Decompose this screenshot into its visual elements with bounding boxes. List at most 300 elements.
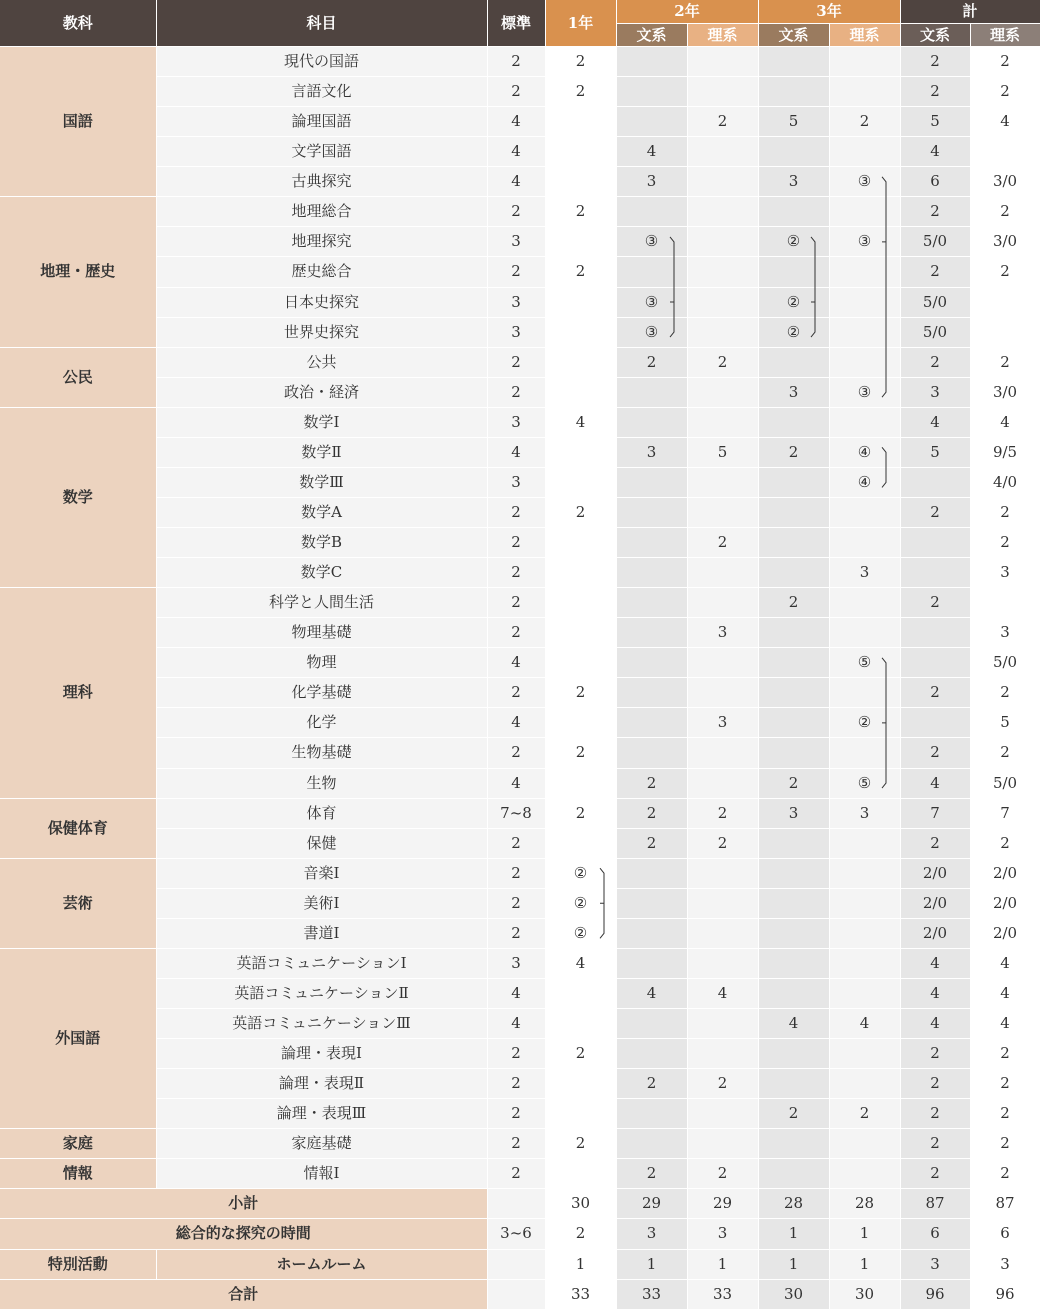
table-row <box>0 107 1040 137</box>
credit-cell <box>545 1069 616 1099</box>
credit-cell: 4 <box>487 437 545 467</box>
credit-cell <box>758 558 829 588</box>
credit-cell: 4 <box>487 978 545 1008</box>
summary-value-cell: 3~6 <box>487 1219 545 1249</box>
credit-cell: 2 <box>900 257 970 287</box>
table-row <box>0 828 1040 858</box>
credit-cell: 2/0 <box>900 918 970 948</box>
subject-cell: 生物基礎 <box>156 738 487 768</box>
subject-cell: 生物 <box>156 768 487 798</box>
subject-cell: 情報Ⅰ <box>156 1159 487 1189</box>
credit-cell: 2/0 <box>970 858 1040 888</box>
credit-cell <box>616 648 687 678</box>
credit-cell: 2 <box>970 738 1040 768</box>
table-row <box>0 1039 1040 1069</box>
credit-cell <box>758 497 829 527</box>
summary-value-cell <box>487 1279 545 1309</box>
credit-cell <box>829 918 900 948</box>
credit-cell <box>687 47 758 77</box>
credit-cell: 3 <box>970 618 1040 648</box>
credit-cell <box>616 407 687 437</box>
credit-cell <box>829 197 900 227</box>
credit-cell <box>545 227 616 257</box>
credit-cell: ② <box>758 227 829 257</box>
credit-cell <box>900 528 970 558</box>
credit-cell: 2 <box>616 1159 687 1189</box>
credit-cell: 2/0 <box>900 888 970 918</box>
summary-value-cell: 1 <box>829 1249 900 1279</box>
subject-cell: 数学Ⅲ <box>156 467 487 497</box>
header-year2-bunkei: 文系 <box>616 24 687 47</box>
category-cell: 情報 <box>0 1159 156 1189</box>
credit-cell <box>758 648 829 678</box>
credit-cell: 2 <box>829 107 900 137</box>
subject-cell: 化学基礎 <box>156 678 487 708</box>
credit-cell <box>829 618 900 648</box>
credit-cell <box>758 918 829 948</box>
credit-cell: ② <box>758 317 829 347</box>
credit-cell <box>829 1069 900 1099</box>
credit-cell <box>545 317 616 347</box>
summary-value-cell: 33 <box>687 1279 758 1309</box>
credit-cell: 3 <box>687 618 758 648</box>
credit-cell: 4 <box>900 948 970 978</box>
credit-cell <box>687 648 758 678</box>
credit-cell: 2 <box>900 678 970 708</box>
credit-cell: 2 <box>487 1129 545 1159</box>
credit-cell <box>616 47 687 77</box>
credit-cell <box>616 1009 687 1039</box>
credit-cell <box>545 828 616 858</box>
credit-cell <box>758 888 829 918</box>
credit-cell <box>829 528 900 558</box>
credit-cell <box>687 888 758 918</box>
credit-cell: ③ <box>829 227 900 257</box>
credit-cell <box>616 618 687 648</box>
subject-cell: 公共 <box>156 347 487 377</box>
credit-cell: 2 <box>616 828 687 858</box>
credit-cell <box>687 858 758 888</box>
credit-cell: ② <box>829 708 900 738</box>
credit-cell: 2 <box>487 1099 545 1129</box>
credit-cell <box>687 137 758 167</box>
credit-cell <box>687 738 758 768</box>
credit-cell: 3 <box>970 558 1040 588</box>
table-row <box>0 1099 1040 1129</box>
credit-cell <box>829 47 900 77</box>
table-row <box>0 978 1040 1008</box>
summary-value-cell: 87 <box>970 1189 1040 1219</box>
credit-cell <box>616 497 687 527</box>
credit-cell: 2 <box>487 738 545 768</box>
summary-value-cell: 28 <box>829 1189 900 1219</box>
summary-value-cell: 1 <box>687 1249 758 1279</box>
credit-cell <box>687 588 758 618</box>
credit-cell <box>545 558 616 588</box>
credit-cell: 5/0 <box>900 317 970 347</box>
summary-value-cell: 1 <box>829 1219 900 1249</box>
credit-cell: ② <box>545 858 616 888</box>
credit-cell: 4 <box>487 768 545 798</box>
credit-cell: 2 <box>616 768 687 798</box>
credit-cell: 4/0 <box>970 467 1040 497</box>
credit-cell: 2 <box>900 47 970 77</box>
credit-cell: ③ <box>616 227 687 257</box>
credit-cell: 4 <box>616 978 687 1008</box>
credit-cell <box>687 407 758 437</box>
credit-cell: 2 <box>487 497 545 527</box>
credit-cell <box>616 528 687 558</box>
credit-cell <box>687 167 758 197</box>
table-row <box>0 1009 1040 1039</box>
credit-cell <box>687 197 758 227</box>
credit-cell: 2 <box>545 47 616 77</box>
credit-cell: 3 <box>616 167 687 197</box>
credit-cell <box>758 948 829 978</box>
table-row <box>0 918 1040 948</box>
credit-cell: 2 <box>487 377 545 407</box>
subject-cell: 保健 <box>156 828 487 858</box>
header-year2: 2年 <box>616 0 758 24</box>
credit-cell <box>758 678 829 708</box>
subject-cell: 数学A <box>156 497 487 527</box>
table-row <box>0 77 1040 107</box>
header-standard: 標準 <box>487 0 545 47</box>
credit-cell <box>687 1129 758 1159</box>
subject-cell: 英語コミュニケーションⅢ <box>156 1009 487 1039</box>
subject-cell: 論理・表現Ⅰ <box>156 1039 487 1069</box>
credit-cell: 2 <box>487 197 545 227</box>
credit-cell: 2 <box>487 588 545 618</box>
credit-cell: 2 <box>545 257 616 287</box>
category-cell: 家庭 <box>0 1129 156 1159</box>
summary-value-cell: 87 <box>900 1189 970 1219</box>
summary-value-cell: 1 <box>545 1249 616 1279</box>
header-year3: 3年 <box>758 0 900 24</box>
table-row <box>0 948 1040 978</box>
credit-cell: 2 <box>687 347 758 377</box>
credit-cell: 4 <box>829 1009 900 1039</box>
credit-cell <box>687 678 758 708</box>
category-cell: 保健体育 <box>0 798 156 858</box>
subject-cell: 論理・表現Ⅲ <box>156 1099 487 1129</box>
table-row <box>0 888 1040 918</box>
credit-cell <box>545 1159 616 1189</box>
subject-cell: 物理 <box>156 648 487 678</box>
credit-cell: 4 <box>900 1009 970 1039</box>
credit-cell <box>545 768 616 798</box>
credit-cell <box>616 257 687 287</box>
category-cell: 理科 <box>0 588 156 798</box>
credit-cell: 3 <box>900 377 970 407</box>
credit-cell <box>829 257 900 287</box>
header-subject: 科目 <box>156 0 487 47</box>
credit-cell <box>616 918 687 948</box>
subject-cell: 数学Ⅰ <box>156 407 487 437</box>
credit-cell <box>545 467 616 497</box>
credit-cell: 5 <box>758 107 829 137</box>
subject-cell: 英語コミュニケーションⅡ <box>156 978 487 1008</box>
credit-cell <box>758 618 829 648</box>
credit-cell: ④ <box>829 467 900 497</box>
credit-cell: ③ <box>829 167 900 197</box>
credit-cell <box>687 77 758 107</box>
table-row <box>0 1069 1040 1099</box>
subject-cell: 英語コミュニケーションⅠ <box>156 948 487 978</box>
summary-value-cell: 3 <box>687 1219 758 1249</box>
credit-cell <box>616 738 687 768</box>
credit-cell <box>616 1039 687 1069</box>
credit-cell: 2 <box>487 888 545 918</box>
credit-cell <box>616 107 687 137</box>
credit-cell <box>616 558 687 588</box>
credit-cell <box>687 1039 758 1069</box>
credit-cell <box>545 978 616 1008</box>
credit-cell <box>687 257 758 287</box>
credit-cell: 3 <box>487 407 545 437</box>
credit-cell: 3 <box>758 377 829 407</box>
subject-cell: 世界史探究 <box>156 317 487 347</box>
credit-cell <box>616 708 687 738</box>
table-row <box>0 167 1040 197</box>
credit-cell <box>545 377 616 407</box>
credit-cell: 2 <box>900 828 970 858</box>
credit-cell: ⑤ <box>829 648 900 678</box>
summary-value-cell: 6 <box>900 1219 970 1249</box>
summary-value-cell: 30 <box>758 1279 829 1309</box>
table-row <box>0 648 1040 678</box>
credit-cell: 2 <box>687 828 758 858</box>
credit-cell: 2 <box>829 1099 900 1129</box>
credit-cell: 2 <box>487 47 545 77</box>
table-row <box>0 558 1040 588</box>
credit-cell <box>616 858 687 888</box>
table-row <box>0 287 1040 317</box>
category-cell: 芸術 <box>0 858 156 948</box>
summary-value-cell: 3 <box>616 1219 687 1249</box>
credit-cell: 3 <box>616 437 687 467</box>
summary-value-cell: 96 <box>970 1279 1040 1309</box>
credit-cell: 2 <box>970 77 1040 107</box>
credit-cell: 4 <box>545 948 616 978</box>
header-total-bunkei: 文系 <box>900 24 970 47</box>
credit-cell <box>758 738 829 768</box>
subject-cell: 数学B <box>156 528 487 558</box>
credit-cell <box>687 1099 758 1129</box>
credit-cell <box>545 708 616 738</box>
credit-cell: 4 <box>758 1009 829 1039</box>
table-row <box>0 197 1040 227</box>
summary-group-cell: 特別活動 <box>0 1249 156 1279</box>
credit-cell: 2 <box>758 1099 829 1129</box>
subject-cell: 歴史総合 <box>156 257 487 287</box>
credit-cell: 2 <box>687 1069 758 1099</box>
subject-cell: 地理探究 <box>156 227 487 257</box>
summary-value-cell: 1 <box>758 1249 829 1279</box>
credit-cell: 4 <box>687 978 758 1008</box>
credit-cell <box>545 588 616 618</box>
credit-cell <box>758 137 829 167</box>
summary-row-special <box>0 1249 1040 1279</box>
summary-value-cell: 30 <box>545 1189 616 1219</box>
credit-cell: 2 <box>900 197 970 227</box>
credit-cell: 2 <box>545 798 616 828</box>
credit-cell <box>829 888 900 918</box>
credit-cell <box>829 317 900 347</box>
credit-cell <box>829 1129 900 1159</box>
credit-cell <box>758 858 829 888</box>
summary-row-total <box>0 1279 1040 1309</box>
credit-cell: 2 <box>487 528 545 558</box>
credit-cell: 4 <box>900 978 970 1008</box>
credit-cell <box>758 467 829 497</box>
credit-cell <box>545 107 616 137</box>
subject-cell: 美術Ⅰ <box>156 888 487 918</box>
credit-cell: 2 <box>687 798 758 828</box>
table-row <box>0 137 1040 167</box>
credit-cell: 2 <box>970 1159 1040 1189</box>
table-row <box>0 768 1040 798</box>
credit-cell: 5/0 <box>970 648 1040 678</box>
credit-cell: 5/0 <box>900 227 970 257</box>
credit-cell <box>900 467 970 497</box>
credit-cell <box>829 588 900 618</box>
credit-cell: ② <box>758 287 829 317</box>
credit-cell: 4 <box>900 407 970 437</box>
table-row <box>0 437 1040 467</box>
credit-cell: 5 <box>900 107 970 137</box>
credit-cell: 2 <box>545 1039 616 1069</box>
credit-cell <box>545 618 616 648</box>
credit-cell <box>616 678 687 708</box>
credit-cell <box>829 858 900 888</box>
credit-cell: 4 <box>487 167 545 197</box>
subject-cell: 書道Ⅰ <box>156 918 487 948</box>
header-total: 計 <box>900 0 1040 24</box>
credit-cell <box>616 1099 687 1129</box>
summary-value-cell: 3 <box>970 1249 1040 1279</box>
subject-cell: 物理基礎 <box>156 618 487 648</box>
credit-cell: 2 <box>758 768 829 798</box>
table-row <box>0 858 1040 888</box>
credit-cell: 3 <box>487 467 545 497</box>
credit-cell <box>829 497 900 527</box>
credit-cell <box>829 77 900 107</box>
credit-cell: 2 <box>616 1069 687 1099</box>
credit-cell: 3/0 <box>970 227 1040 257</box>
credit-cell: 2 <box>970 1099 1040 1129</box>
credit-cell: 3 <box>487 287 545 317</box>
credit-cell: 3 <box>687 708 758 738</box>
credit-cell: 5 <box>900 437 970 467</box>
credit-cell <box>616 467 687 497</box>
credit-cell <box>970 317 1040 347</box>
credit-cell: 2 <box>758 588 829 618</box>
credit-cell: 2 <box>487 1159 545 1189</box>
credit-cell <box>687 948 758 978</box>
subject-cell: 数学C <box>156 558 487 588</box>
credit-cell: 2 <box>616 347 687 377</box>
credit-cell: ④ <box>829 437 900 467</box>
summary-label-cell: 総合的な探究の時間 <box>0 1219 487 1249</box>
credit-cell <box>687 467 758 497</box>
credit-cell <box>616 197 687 227</box>
credit-cell: 4 <box>970 948 1040 978</box>
credit-cell: 3 <box>758 167 829 197</box>
credit-cell <box>829 1039 900 1069</box>
summary-value-cell: 29 <box>687 1189 758 1219</box>
credit-cell <box>616 377 687 407</box>
credit-cell <box>758 1129 829 1159</box>
credit-cell <box>900 558 970 588</box>
credit-cell: 2 <box>487 77 545 107</box>
credit-cell: 2 <box>970 828 1040 858</box>
summary-value-cell <box>487 1249 545 1279</box>
credit-cell <box>758 77 829 107</box>
subject-cell: 言語文化 <box>156 77 487 107</box>
table-row <box>0 528 1040 558</box>
credit-cell: 3 <box>487 227 545 257</box>
credit-cell <box>545 167 616 197</box>
credit-cell: 2 <box>970 197 1040 227</box>
table-row <box>0 678 1040 708</box>
credit-cell <box>900 708 970 738</box>
credit-cell: 4 <box>900 137 970 167</box>
subject-cell: 家庭基礎 <box>156 1129 487 1159</box>
category-cell: 国語 <box>0 47 156 197</box>
credit-cell: 2 <box>487 1069 545 1099</box>
credit-cell: 2 <box>970 347 1040 377</box>
credit-cell: 2 <box>970 678 1040 708</box>
credit-cell <box>970 588 1040 618</box>
credit-cell: 5 <box>970 708 1040 738</box>
credit-cell: 4 <box>545 407 616 437</box>
table-row <box>0 47 1040 77</box>
credit-cell <box>829 137 900 167</box>
table-row <box>0 227 1040 257</box>
credit-cell: 4 <box>487 107 545 137</box>
credit-cell <box>970 137 1040 167</box>
credit-cell <box>687 317 758 347</box>
subject-cell: 化学 <box>156 708 487 738</box>
credit-cell <box>687 377 758 407</box>
header-total-rikei: 理系 <box>970 24 1040 47</box>
credit-cell: 4 <box>970 407 1040 437</box>
table-row <box>0 497 1040 527</box>
credit-cell <box>970 287 1040 317</box>
credit-cell <box>687 227 758 257</box>
subject-cell: 日本史探究 <box>156 287 487 317</box>
subject-cell: 科学と人間生活 <box>156 588 487 618</box>
credit-cell: 2 <box>970 528 1040 558</box>
credit-cell: 3 <box>829 558 900 588</box>
credit-cell: 2 <box>900 1159 970 1189</box>
summary-label-cell: 小計 <box>0 1189 487 1219</box>
credit-cell: 5/0 <box>900 287 970 317</box>
summary-value-cell: 1 <box>758 1219 829 1249</box>
summary-value-cell: 2 <box>545 1219 616 1249</box>
credit-cell <box>616 888 687 918</box>
credit-cell: 2 <box>900 738 970 768</box>
credit-cell <box>758 528 829 558</box>
credit-cell <box>829 678 900 708</box>
credit-cell: 3 <box>758 798 829 828</box>
credit-cell: 2 <box>487 858 545 888</box>
credit-cell: 2 <box>687 1159 758 1189</box>
credit-cell <box>545 347 616 377</box>
credit-cell: 2 <box>545 197 616 227</box>
credit-cell: ⑤ <box>829 768 900 798</box>
